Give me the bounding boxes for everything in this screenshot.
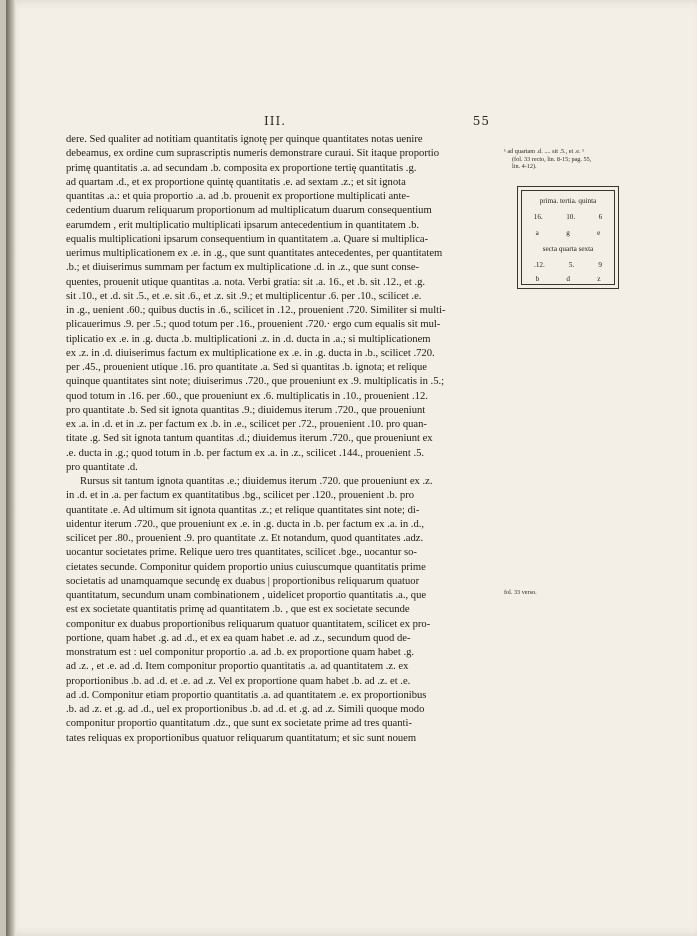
quantities-table-inner <box>521 190 615 285</box>
text-line: in .d. et in .a. per factum ex quantitatibus .bg., scilicet per .120., prouenient .b. pro <box>66 490 415 502</box>
text-line: portione, quam habet .g. ad .d., et ex ea quam habet .e. ad .z., secundum quod de- <box>66 632 411 644</box>
page-gutter <box>6 0 16 936</box>
text-line: pro quantitate .d. <box>66 461 138 473</box>
margin-note-line: (fol. 33 recto, lin. 8-15; pag. 55, <box>512 155 592 163</box>
text-line: quentes, prouenit utique quantitas .a. nota. Verbi gratia: sit .a. 16., et .b. sit .12., et .g. <box>66 276 426 288</box>
text-line: pro quantitate .b. Sed sit ignota quantitas .9.; diuidemus iterum .720., que proueniunt <box>66 404 426 416</box>
table-cell: g <box>566 229 570 237</box>
text-line: plicauerimus .9. per .5.; quod totum per .16., prouenient .720.· ergo cum equalis sit mul- <box>66 319 441 331</box>
table-cell: b <box>535 275 540 283</box>
text-line: in .g., uenient .60.; quibus ductis in .6., scilicet in .12., prouenient .720. Similiter si multi- <box>66 305 446 316</box>
text-line: per .45., prouenient utique .16. pro quantitate .a. Sed si quantitas .b. ignota; et relique <box>66 362 427 373</box>
table-cell: secta quarta sexta <box>542 245 594 253</box>
table-cell: 9 <box>598 261 602 269</box>
margin-note <box>504 148 622 171</box>
table-cell: a <box>535 229 539 237</box>
table-cell: 5. <box>568 261 575 269</box>
table-cell: 6 <box>598 213 603 221</box>
text-line: est ex societate quantitatis primę ad quantitatem .b. , que est ex societate secunde <box>66 604 410 616</box>
body-text <box>66 133 490 746</box>
margin-folio-ref: fol. 33 verso. <box>504 589 537 596</box>
table-cell: d <box>566 275 570 283</box>
table-cell: 10. <box>566 213 576 221</box>
text-line: uerimus multiplicationem ex .e. in .g., que sunt quantitates antecedentes, per quantitatem <box>66 248 443 259</box>
book-page <box>6 0 697 936</box>
text-line: Rursus sit tantum ignota quantitas .e.; diuidemus iterum .720. que proueniunt ex .z. <box>80 476 433 487</box>
text-line: quod totum in .16. per .60., que proueniunt ex .6. multiplicatis in .10., prouenient .12. <box>66 390 428 402</box>
text-line: scilicet per .80., prouenient .9. pro quantitate .z. Et notandum, quod quantitates .adz. <box>66 533 424 544</box>
table-row <box>522 245 614 253</box>
text-line: componitur proportio quantitatum .dz., que sunt ex societate prime ad tres quanti- <box>66 718 412 730</box>
table-cell: .12. <box>534 261 545 269</box>
text-line: ex .a. in .d. et in .z. per factum ex .b. in .e., scilicet per .72., prouenient .10. pro quan- <box>66 419 427 430</box>
text-line: primę quantitatis .a. ad secundam .b. composita ex proportione tertię quantitatis .g. <box>66 162 417 174</box>
text-line: quantitatum, secundum unam combinationem , uidelicet proportio quantitatis .a., que <box>66 590 427 601</box>
table-row <box>522 213 614 221</box>
text-line: .b.; et diuiserimus summam per factum ex multiplicatione .d. in .z., que sunt conse- <box>66 262 420 274</box>
text-line: sit .10., et .d. sit .5., et .e. sit .6., et .z. sit .9.; et multiplicentur .6. per .10., scilicet .e. <box>66 290 422 302</box>
page-number: 55 <box>472 114 490 128</box>
text-line: .b. ad .z. et .g. ad .d., uel ex proportionibus .b. ad .d. et .g. ad .z. Simili quoque modo <box>66 704 425 715</box>
quantities-table <box>517 186 619 289</box>
text-line: uocantur societates prime. Relique uero tres quantitates, scilicet .bge., uocantur so- <box>66 547 417 559</box>
table-cell: prima. tertia. quinta <box>539 197 597 205</box>
text-line: ad quartam .d., et ex proportione quintę quantitatis .e. ad sextam .z.; et sit ignota <box>66 176 406 188</box>
text-line: monstratum est : uel componitur proportio .a. ad .b. ex proportione quam habet .g. <box>66 647 415 658</box>
text-line: ad .z. , et .e. ad .d. Item componitur proportio quantitatis .a. ad quantitatem .z. ex <box>66 661 409 673</box>
text-line: earumdem , erit multiplicatio multiplicati ipsarum antecedentium in quantitatem .b. <box>66 219 420 231</box>
text-line: tiplicatio ex .e. in .g. ducta .b. multiplicationi .z. in .d. ducta in .a.; si multiplicationem <box>66 333 431 345</box>
text-line: equalis multiplicationi ipsarum consequentium in quantitatem .a. Quare si multiplica- <box>66 233 429 245</box>
text-line: tates reliquas ex proportionibus quatuor reliquarum quantitatum; et sic sunt nouem <box>66 732 417 744</box>
text-line: societatis ad unamquamque secundę ex duabus | proportionibus reliquarum quatuor <box>66 575 420 587</box>
text-line: proportionibus .b. ad .d. et .e. ad .z. Vel ex proportione quam habet .b. ad .z. et .e. <box>66 675 411 687</box>
chapter-number: III. <box>264 114 287 128</box>
table-row <box>522 229 614 237</box>
text-line: cedentium duarum reliquarum proportionum ad multiplicatum duarum consequentium <box>66 205 432 217</box>
table-row <box>522 197 614 205</box>
text-line: quantitas .a.: et quia proportio .a. ad .b. prouenit ex proportione multiplicati ante- <box>66 191 410 202</box>
text-line: cietates secunde. Componitur quidem proportio unius cuiuscumque quantitatis prime <box>66 561 426 573</box>
text-line: componitur ex duabus proportionibus reliquarum quatuor quantitatem, scilicet ex pro- <box>66 618 431 630</box>
text-line: ex .z. in .d. diuiserimus factum ex multiplicatione ex .e. in .g. ducta in .b., scilicet .720. <box>66 347 435 359</box>
text-line: debeamus, ex ordine cum suprascriptis numeris demonstrare curaui. Sit itaque proportio <box>66 148 440 160</box>
table-row <box>522 275 614 283</box>
margin-note-line: lin. 4-12). <box>512 163 537 170</box>
text-line: .e. ducta in .g.; quod totum in .b. per factum ex .a. in .z., scilicet .144., prouenient .5. <box>66 447 425 459</box>
text-line: quinque quantitates sint note; diuiserimus .720., que proueniunt ex .9. multiplicatis in .5.; <box>66 376 445 388</box>
table-row <box>522 261 614 269</box>
table-cell: 16. <box>533 213 543 221</box>
text-line: dere. Sed qualiter ad notitiam quantitatis ignotę per quinque quantitates notas uenire <box>66 134 423 145</box>
text-line: ad .d. Componitur etiam proportio quantitatis .a. ad quantitatem .e. ex proportionibus <box>66 689 427 701</box>
text-line: quantitate .e. Ad ultimum sit ignota quantitas .z.; et relique quantitates sint note; di- <box>66 504 420 516</box>
text-line: titate .g. Sed sit ignota tantum quantitas .d.; diuidemus iterum .720., que proueniunt ex <box>66 433 433 445</box>
margin-note-line: ¹ ad quartam .d. .... sit .5., et .e. ¹ <box>504 148 585 155</box>
table-cell: z <box>597 275 601 283</box>
table-cell: e <box>597 229 601 237</box>
text-line: uidentur iterum .720., que proueniunt ex .e. in .g. ducta in .b. per factum ex .a. in .d., <box>66 518 425 530</box>
